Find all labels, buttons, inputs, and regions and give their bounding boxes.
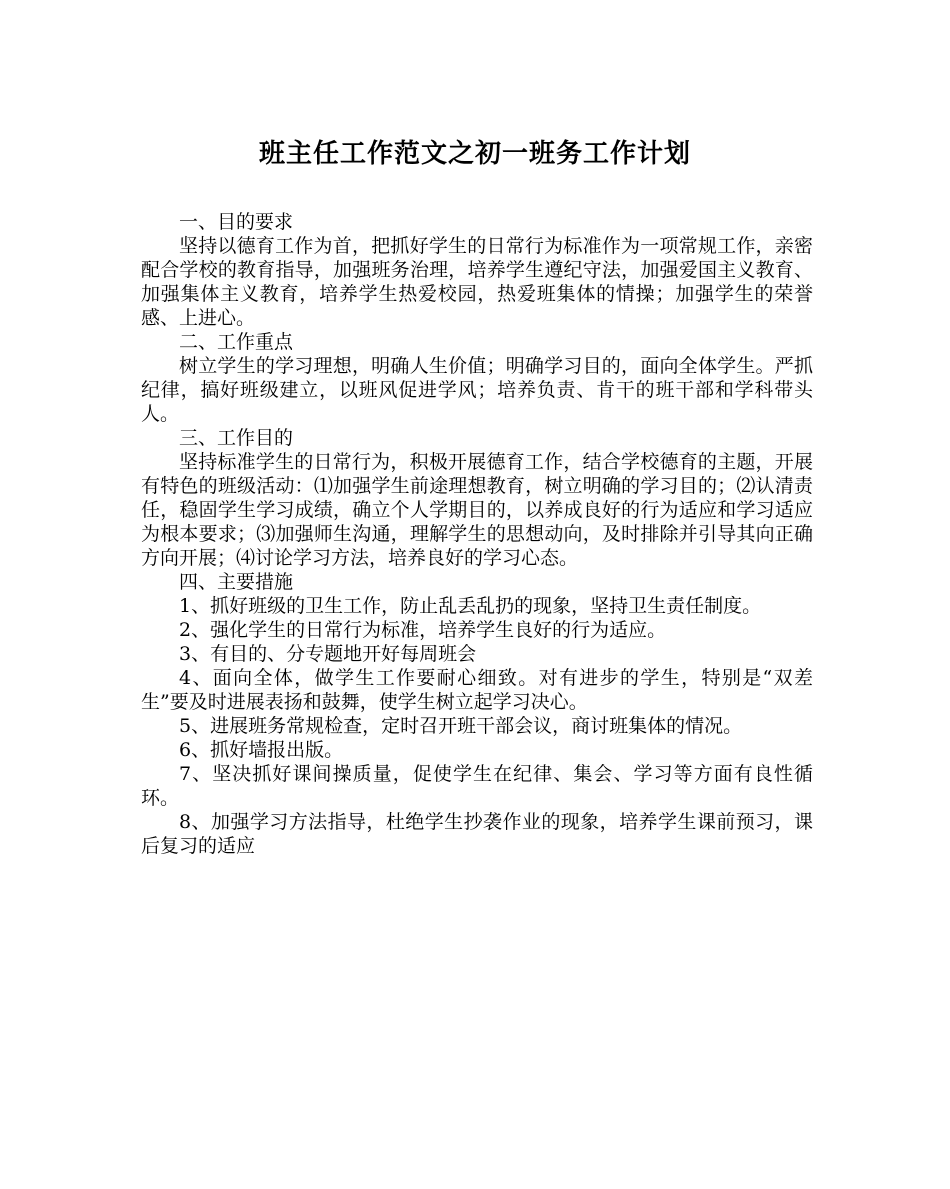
section-heading-measures: 四、主要措施 [179,571,294,593]
measure-item-6: 6、抓好墙报出版。 [179,739,344,761]
measure-item-4: 4、面向全体，做学生工作要耐心细致。对有进步的学生，特别是“双差生”要及时进展表扬和鼓舞，使学生树立起学习决心。 [141,667,813,713]
section-heading-focus: 二、工作重点 [179,331,294,353]
section-heading-objectives: 三、工作目的 [179,427,294,449]
document-title: 班主任工作范文之初一班务工作计划 [258,139,691,169]
measure-item-3: 3、有目的、分专题地开好每周班会 [179,643,477,665]
paragraph-focus: 树立学生的学习理想，明确人生价值；明确学习目的，面向全体学生。严抓纪律，搞好班级建立，以班风促进学风；培养负责、肯干的班干部和学科带头人。 [141,355,813,425]
measure-item-1: 1、抓好班级的卫生工作，防止乱丢乱扔的现象，坚持卫生责任制度。 [179,595,762,617]
measure-item-7: 7、坚决抓好课间操质量，促使学生在纪律、集会、学习等方面有良性循环。 [141,763,813,809]
paragraph-goals: 坚持以德育工作为首，把抓好学生的日常行为标准作为一项常规工作，亲密配合学校的教育指导，加强班务治理，培养学生遵纪守法，加强爱国主义教育、加强集体主义教育，培养学生热爱校园，热爱班集体的情操；加强学生的荣誉感、上进心。 [141,235,813,329]
section-heading-goals: 一、目的要求 [179,211,294,233]
paragraph-objectives: 坚持标准学生的日常行为，积极开展德育工作，结合学校德育的主题，开展有特色的班级活动：⑴加强学生前途理想教育，树立明确的学习目的；⑵认清责任，稳固学生学习成绩，确立个人学期目的，以养成良好的行为适应和学习适应为根本要求；⑶加强师生沟通，理解学生的思想动向，及时排除并引导其向正确方向开展；⑷讨论学习方法，培养良好的学习心态。 [141,451,813,569]
document-body [141,210,813,858]
measure-item-5: 5、进展班务常规检查，定时召开班干部会议，商讨班集体的情况。 [179,715,743,737]
measure-item-2: 2、强化学生的日常行为标准，培养学生良好的行为适应。 [179,619,667,641]
measure-item-8: 8、加强学习方法指导，杜绝学生抄袭作业的现象，培养学生课前预习，课后复习的适应 [141,811,813,857]
